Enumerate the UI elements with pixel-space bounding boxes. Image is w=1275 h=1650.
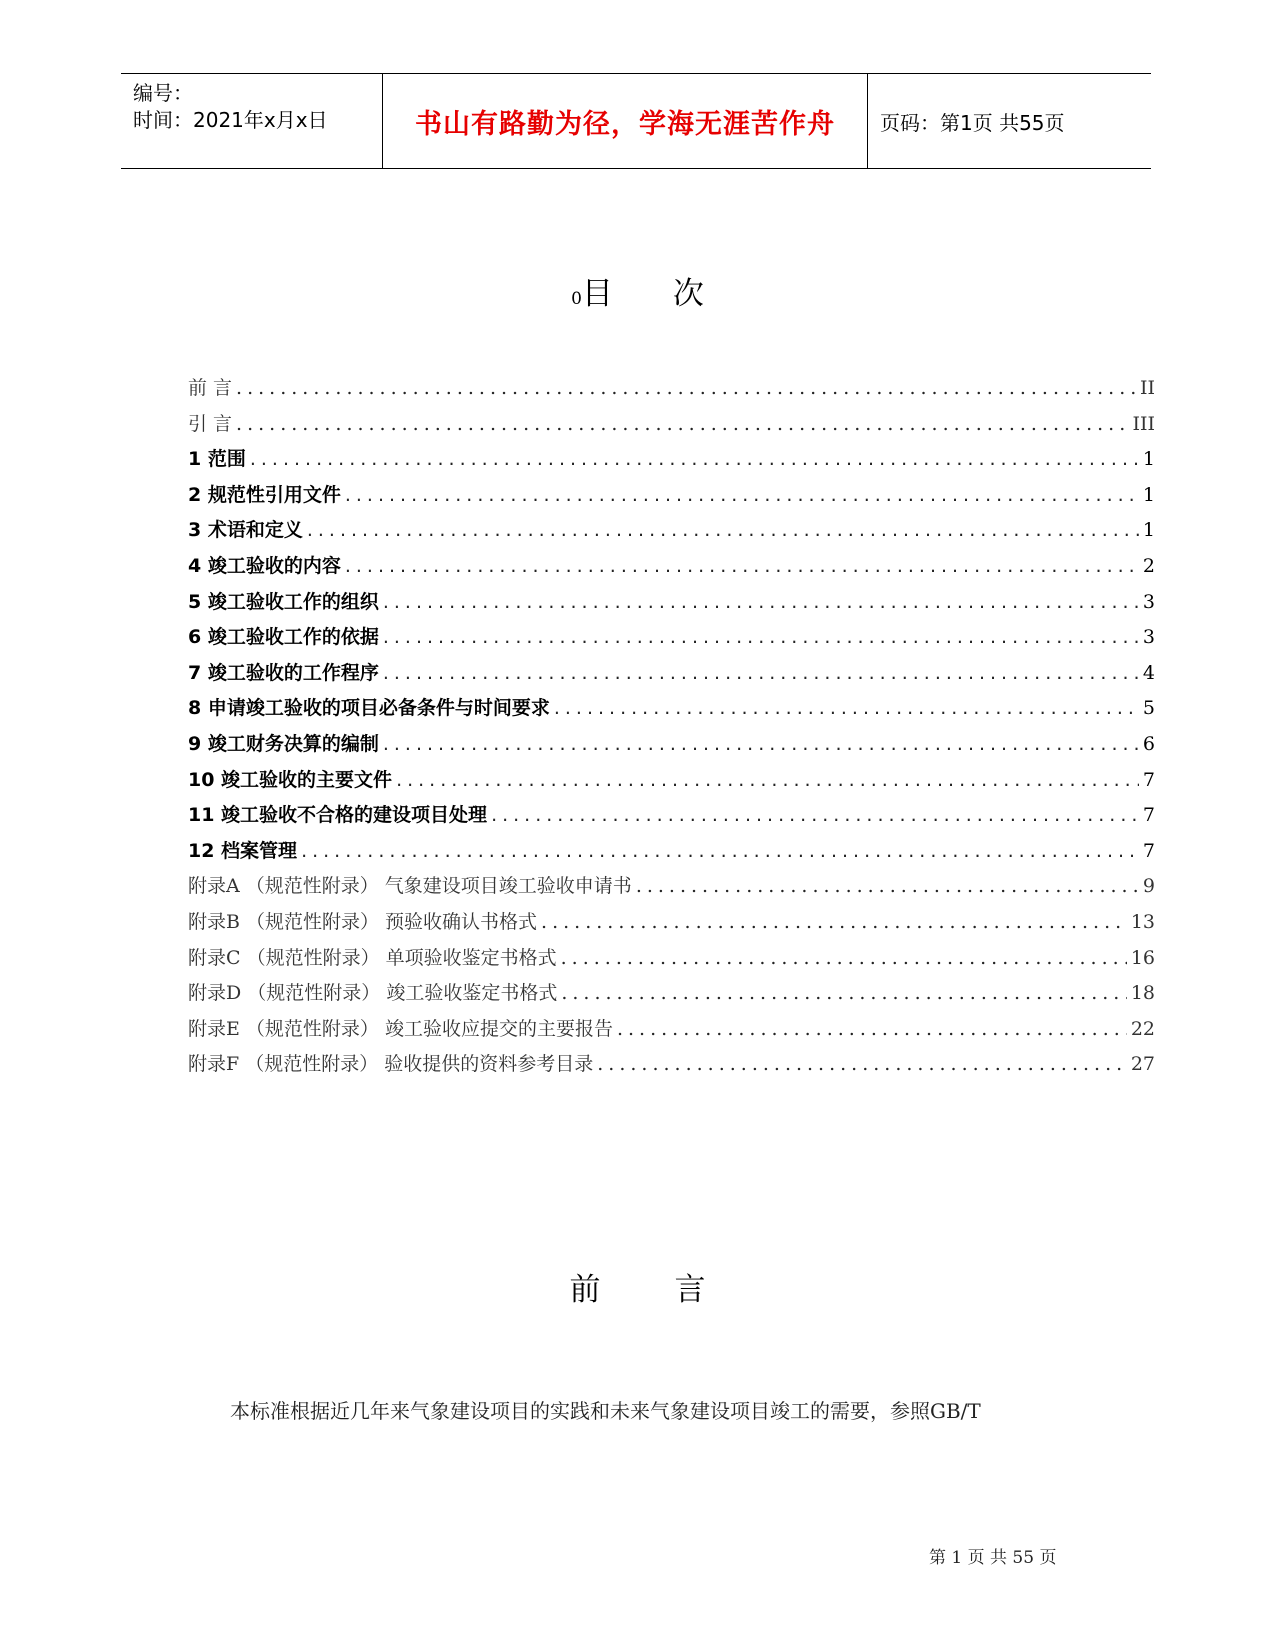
toc-entry-page: 7 xyxy=(1142,768,1155,791)
toc-entry[interactable] xyxy=(188,800,1155,830)
toc-entry-title: 4 竣工验收的内容 xyxy=(188,555,341,577)
toc-entry-title: 前 言 xyxy=(188,377,233,399)
toc-entry[interactable] xyxy=(188,551,1155,581)
toc-entry-page: 16 xyxy=(1130,946,1155,969)
toc-entry[interactable] xyxy=(188,1014,1155,1044)
toc-entry[interactable] xyxy=(188,622,1155,652)
preface-title-char-2: 言 xyxy=(674,1272,706,1308)
header-motto-cell xyxy=(383,74,868,168)
toc-entry-page: 2 xyxy=(1142,555,1155,577)
toc-dot-leader xyxy=(236,413,1128,435)
toc-entry[interactable] xyxy=(188,409,1155,439)
toc-entry[interactable] xyxy=(188,444,1155,474)
toc-entry[interactable] xyxy=(188,907,1155,937)
toc-entry-page: III xyxy=(1132,412,1155,435)
toc-dot-leader xyxy=(345,555,1139,577)
toc-entry[interactable] xyxy=(188,978,1155,1008)
toc-dot-leader xyxy=(383,733,1139,755)
toc-dot-leader xyxy=(345,484,1139,506)
toc-entry-page: II xyxy=(1139,377,1155,399)
toc-title-char-2: 次 xyxy=(672,276,704,312)
toc-dot-leader xyxy=(561,982,1126,1004)
toc-title xyxy=(0,268,1275,313)
header-page-code: 页码：第1页 共55页 xyxy=(880,110,1065,135)
document-time-label: 时间：2021年x月x日 xyxy=(133,108,328,132)
toc-entry-page: 22 xyxy=(1130,1017,1155,1040)
toc-entry[interactable] xyxy=(188,480,1155,510)
toc-entry[interactable] xyxy=(188,373,1155,403)
toc-dot-leader xyxy=(636,875,1139,897)
toc-entry-page: 7 xyxy=(1142,839,1155,862)
toc-entry-title: 11 竣工验收不合格的建设项目处理 xyxy=(188,804,488,827)
toc-entry[interactable] xyxy=(188,1049,1155,1079)
toc-entry[interactable] xyxy=(188,836,1155,866)
toc-dot-leader xyxy=(236,377,1136,399)
toc-dot-leader xyxy=(491,804,1139,826)
toc-dot-leader xyxy=(554,697,1139,719)
toc-entry-page: 1 xyxy=(1142,448,1155,471)
toc-entry-title: 7 竣工验收的工作程序 xyxy=(188,661,379,684)
toc-entry[interactable] xyxy=(188,765,1155,795)
toc-entry-page: 7 xyxy=(1142,804,1155,827)
toc-entry-page: 9 xyxy=(1142,875,1155,898)
toc-entry-page: 6 xyxy=(1142,733,1155,755)
toc-dot-leader xyxy=(301,840,1139,862)
toc-entry-title: 附录C （规范性附录） 单项验收鉴定书格式 xyxy=(188,946,557,969)
toc-entry-page: 1 xyxy=(1142,519,1155,542)
toc-entry[interactable] xyxy=(188,587,1155,617)
toc-dot-leader xyxy=(617,1018,1127,1040)
page-footer: 第 1 页 共 55 页 xyxy=(929,1548,1057,1568)
toc-dot-leader xyxy=(307,519,1139,541)
toc-dot-leader xyxy=(561,947,1127,969)
header-info-cell xyxy=(121,74,383,168)
toc-entry[interactable] xyxy=(188,515,1155,545)
toc-entry-title: 引 言 xyxy=(188,412,233,435)
toc-dot-leader xyxy=(383,626,1139,648)
preface-title-char-1: 前 xyxy=(569,1272,601,1308)
toc-dot-leader xyxy=(541,911,1127,933)
toc-title-prefix: 0 xyxy=(571,289,582,309)
toc-entry-page: 3 xyxy=(1142,626,1155,649)
document-number-label: 编号： xyxy=(133,81,193,105)
toc-entry[interactable] xyxy=(188,693,1155,723)
toc-entry-title: 附录F （规范性附录） 验收提供的资料参考目录 xyxy=(188,1053,594,1076)
toc-entry-title: 8 申请竣工验收的项目必备条件与时间要求 xyxy=(188,697,550,720)
toc-entry-title: 附录D （规范性附录） 竣工验收鉴定书格式 xyxy=(188,982,558,1005)
toc-dot-leader xyxy=(250,448,1139,470)
toc-entry[interactable] xyxy=(188,658,1155,688)
toc-dot-leader xyxy=(597,1053,1127,1075)
toc-entry-title: 2 规范性引用文件 xyxy=(188,483,341,506)
toc-entry-page: 18 xyxy=(1130,982,1155,1005)
toc-entry-title: 1 范围 xyxy=(188,448,246,471)
toc-entry-page: 1 xyxy=(1142,483,1155,506)
toc-dot-leader xyxy=(383,662,1139,684)
toc-entry-page: 13 xyxy=(1130,911,1155,933)
toc-entry-title: 附录A （规范性附录） 气象建设项目竣工验收申请书 xyxy=(188,875,632,898)
preface-title xyxy=(0,1264,1275,1309)
toc-entry-title: 附录E （规范性附录） 竣工验收应提交的主要报告 xyxy=(188,1017,613,1040)
toc-entry-title: 10 竣工验收的主要文件 xyxy=(188,768,393,791)
preface-paragraph: 本标准根据近几年来气象建设项目的实践和未来气象建设项目竣工的需要，参照GB/T xyxy=(230,1399,981,1423)
toc-entry-page: 27 xyxy=(1130,1053,1155,1076)
toc-dot-leader xyxy=(383,591,1139,613)
toc-entry-title: 6 竣工验收工作的依据 xyxy=(188,626,379,649)
toc-entry[interactable] xyxy=(188,943,1155,973)
toc-dot-leader xyxy=(396,769,1139,791)
header-page-cell xyxy=(868,74,1151,168)
toc-entry-title: 5 竣工验收工作的组织 xyxy=(188,590,379,613)
toc-entry-title: 12 档案管理 xyxy=(188,839,298,862)
header-motto: 书山有路勤为径，学海无涯苦作舟 xyxy=(415,108,835,140)
toc-entry-title: 9 竣工财务决算的编制 xyxy=(188,733,379,755)
toc-title-char-1: 目 xyxy=(581,276,613,312)
toc-entry-page: 5 xyxy=(1142,697,1155,720)
toc-entry-page: 4 xyxy=(1142,661,1155,684)
toc-entry[interactable] xyxy=(188,729,1155,759)
toc-entry-page: 3 xyxy=(1142,590,1155,613)
toc-entry-title: 3 术语和定义 xyxy=(188,519,303,542)
document-header xyxy=(121,73,1151,169)
toc-entry-title: 附录B （规范性附录） 预验收确认书格式 xyxy=(188,911,538,933)
toc-entry[interactable] xyxy=(188,871,1155,901)
